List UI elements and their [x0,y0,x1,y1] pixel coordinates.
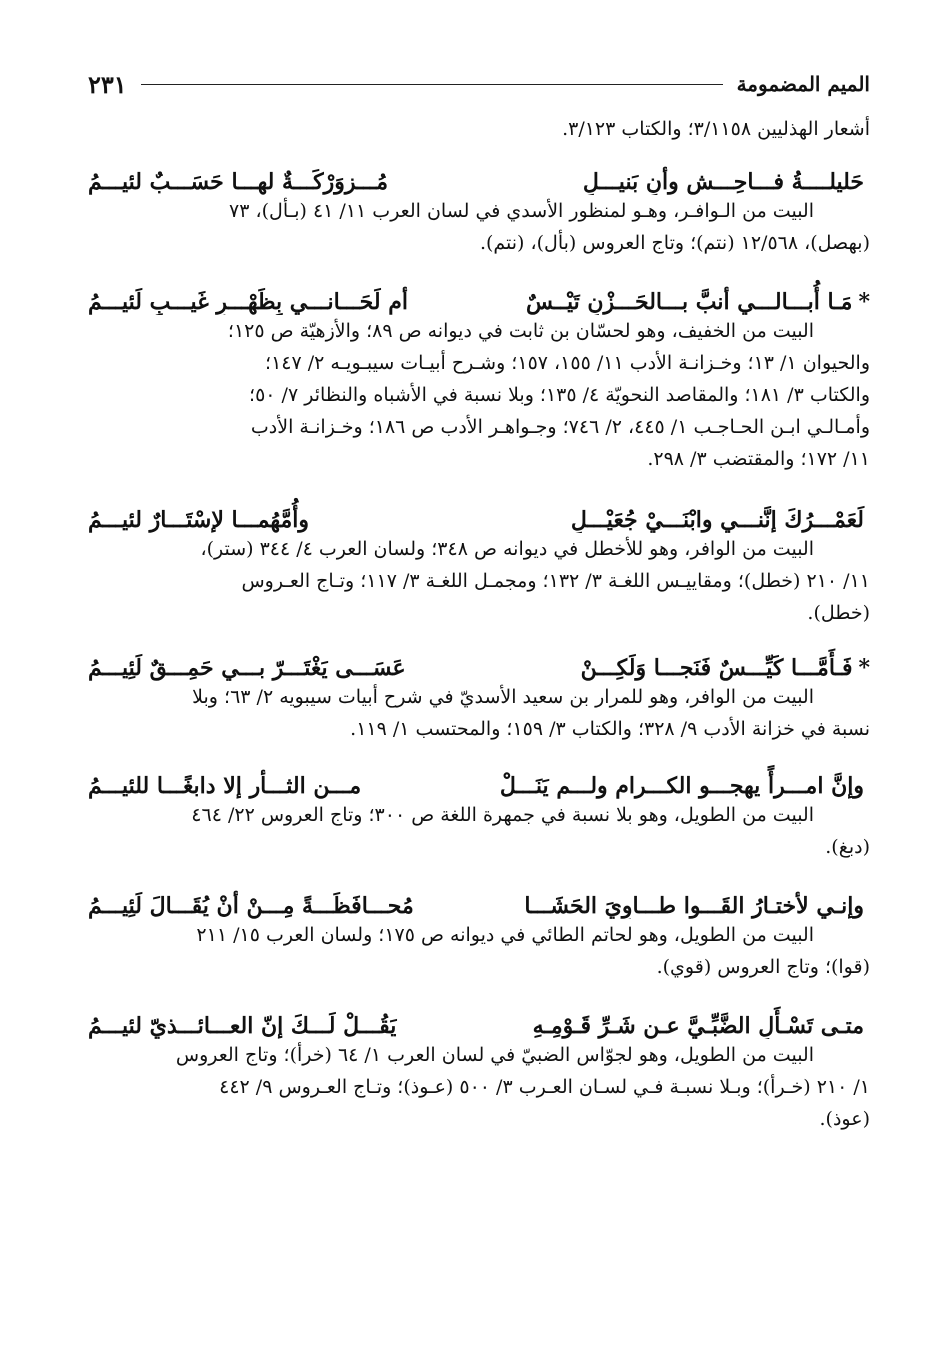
book-page [88,62,870,1135]
hemistich-first: وإنَّ امـــرأً يهجـــو الكـــرام ولـــم يَنَـــلْ [499,773,864,799]
verse [88,143,870,195]
hemistich-first: *مَـا أُبـــالـــي أنبَّ بـــالحَـــزْنِ تَيْــسٌ [526,289,870,315]
hemistich-second: مُـــزوَرْكَـــةٌ لهـــا حَسَـــبٌ لئيـــمُ [88,169,389,195]
verse-note [88,195,870,259]
note-line: ١/ ٢١٠ (خـرأ)؛ وبـلا نسبـة فـي لسـان العـرب ٣/ ٥٠٠ (عـوذ)؛ وتـاج العـروس ٩/ ٤٤٢ [219,1076,870,1098]
verse-note [88,1039,870,1135]
note-line: (عوذ). [819,1108,870,1130]
hemistich-second: مُحـــافَظَـــةً مِـــنْ أنْ يُقَـــالَ لَئِيـــمُ [88,893,414,919]
page-header [88,62,870,106]
note-line: البيت من الوافر، وهو للأخطل في ديوانه ص ٣٤٨؛ ولسان العرب ٤/ ٣٤٤ (ستر)، [200,538,814,560]
verse [88,987,870,1039]
star-marker: * [858,655,870,681]
note-line: البيت من الـوافـر، وهـو لمنظور الأسدي في لسان العرب ١١/ ٤١ (بـأل)، ٧٣ [229,200,814,222]
note-line: نسبة في خزانة الأدب ٩/ ٣٢٨؛ والكتاب ٣/ ١٥٩؛ والمحتسب ١/ ١١٩. [350,718,870,740]
note-line: (قوا)؛ وتاج العروس (قوي). [656,956,870,978]
note-line: البيت من الطويل، وهو لحاتم الطائي في ديوانه ص ١٧٥؛ ولسان العرب ١٥/ ٢١١ [196,924,814,946]
verse-note [88,799,870,863]
note-line: (خطل). [807,602,870,624]
note-line: البيت من الخفيف، وهو لحسّان بن ثابت في ديوانه ص ٨٩؛ والأزهيّة ص ١٢٥؛ [227,320,814,342]
hemistich-first: *فَـأَمَّـــا كَيِّـــسٌ فَنَجـــا وَلَكِـــنْ [580,655,870,681]
note-line: والحيوان ١/ ١٣؛ وخـزانـة الأدب ١١/ ١٥٥، ١٥٧؛ وشـرح أبيـات سيبـويـه ٢/ ١٤٧؛ [265,352,870,374]
intro-line: أشعار الهذليين ٣/١١٥٨؛ والكتاب ٣/١٢٣. [562,118,870,140]
note-line: البيت من الوافر، وهو للمرار بن سعيد الأسديّ في شرح أبيات سيبويه ٢/ ٦٣؛ وبلا [192,686,814,708]
verse-note [88,919,870,983]
hemistich-second: يَقُـــلْ لَـــكَ إنّ العـــائـــذيّ لئيـــمُ [88,1013,397,1039]
note-line: وأمـالـي ابـن الحـاجـب ١/ ٤٤٥، ٢/ ٧٤٦؛ وجـواهـر الأدب ص ١٨٦؛ وخـزانـة الأدب [250,416,870,438]
note-line: البيت من الطويل، وهو بلا نسبة في جمهرة اللغة ص ٣٠٠؛ وتاج العروس ٢٢/ ٤٦٤ [191,804,814,826]
verse [88,867,870,919]
hemistich-first: وإنـي لأختـارُ القَـــوا طـــاوِيَ الحَشَـــا [524,893,864,919]
note-line: (دبغ). [825,836,870,858]
verse-note [88,533,870,629]
verse-note [88,315,870,475]
verse-note [88,681,870,745]
hemistich-first: حَليلــــةُ فـــاحِـــشٍ وأنٍ بَنيـــلٍ [582,169,864,195]
note-line: ١١/ ١٧٢؛ والمقتضب ٣/ ٢٩٨. [647,448,870,470]
hemistich-first: لَعَمْـــرُكَ إنَّنـــي وابْنَـــيْ جُعَيْـــلٍ [570,507,864,533]
hemistich-second: مـــن الثـــأر إلا دابغًـــا للئيـــمُ [88,773,362,799]
note-line: والكتاب ٣/ ١٨١؛ والمقاصد النحويّة ٤/ ١٣٥؛ وبلا نسبة في الأشباه والنظائر ٧/ ٥٠؛ [249,384,870,406]
hemistich-first: متـى تَسْـأَلِ الضَّبِّـيَّ عـن شَـرِّ قَـوْمِـهِ [532,1013,864,1039]
verse [88,629,870,681]
verse [88,481,870,533]
note-line: ١١/ ٢١٠ (خطل)؛ ومقاييـس اللغـة ٣/ ١٣٢؛ ومجمـل اللغـة ٣/ ١١٧؛ وتـاج العـروس [241,570,870,592]
header-rule [141,84,723,85]
note-line: البيت من الطويل، وهو لجوّاس الضبيّ في لسان العرب ١/ ٦٤ (خرأ)؛ وتاج العروس [175,1044,814,1066]
hemistich-second: أم لَحَـــانـــي بِظَهْـــرِ غَيـــبٍ لَئيـــمُ [88,289,408,315]
page-number: ٢٣١ [88,69,127,99]
hemistich-second: وأُمَّهُمـــا لإسْتَـــارٌ لئيـــمُ [88,507,309,533]
verse [88,263,870,315]
hemistich-second: عَسَـــى يَغْتَـــرّ بـــي حَمِـــقٌ لَئِيـــمُ [88,655,406,681]
note-line: (بهصل)، ١٢/٥٦٨ (نتم)؛ وتاج العروس (بأل)، (نتم). [479,232,870,254]
star-marker: * [858,289,870,315]
verse [88,747,870,799]
chapter-title: الميم المضمومة [736,72,870,96]
